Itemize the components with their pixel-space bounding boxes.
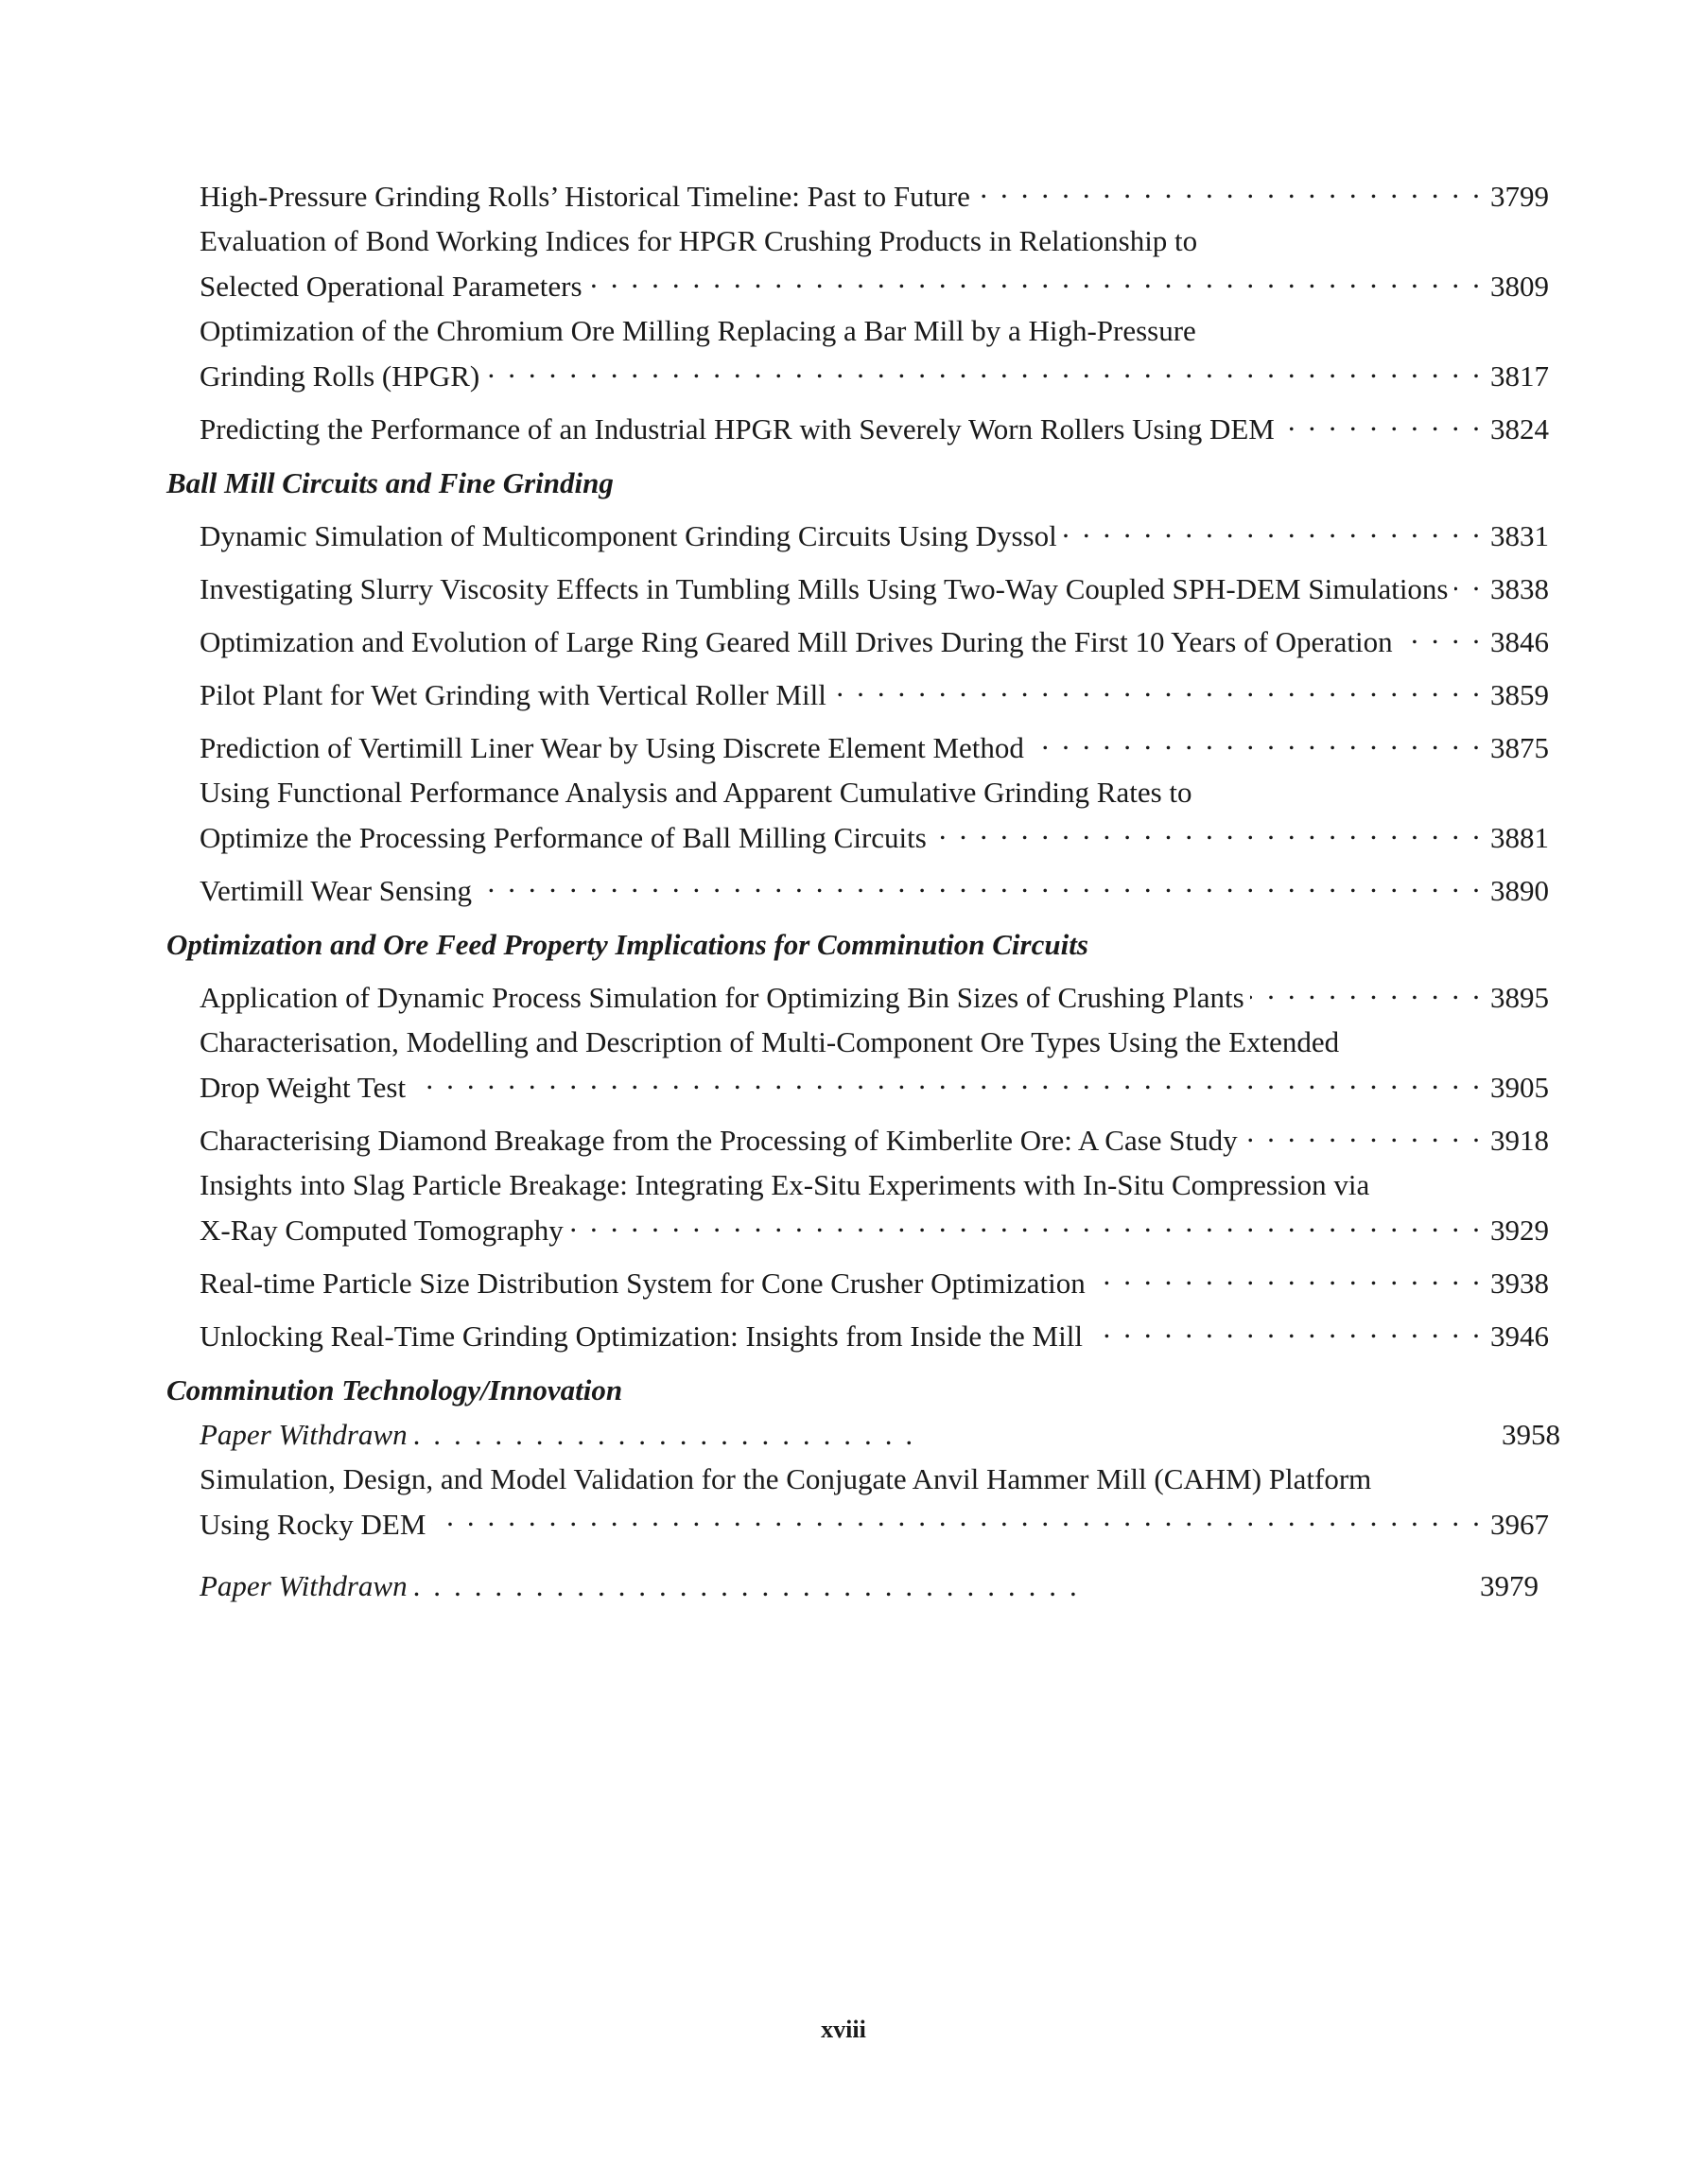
toc-entry-line <box>200 721 1549 766</box>
toc-entry-line <box>200 1416 1560 1453</box>
toc-entry-title: Optimize the Processing Performance of Ball Milling Circuits <box>200 821 927 854</box>
toc-page-number: 3799 <box>1490 180 1549 213</box>
toc-entry-title: X-Ray Computed Tomography <box>200 1214 564 1247</box>
table-of-contents <box>166 169 1560 1612</box>
toc-entry[interactable] <box>200 721 1549 766</box>
toc-entry-title-line: Optimization of the Chromium Ore Milling Replacing a Bar Mill by a High-Pressure <box>200 314 1196 347</box>
toc-entry[interactable] <box>200 562 1549 607</box>
toc-entry[interactable] <box>200 1023 1549 1106</box>
toc-page-number: 3890 <box>1490 874 1549 907</box>
toc-page-number: 3817 <box>1490 359 1549 393</box>
toc-entry-title-line: Simulation, Design, and Model Validation for the Conjugate Anvil Hammer Mill (CAHM) Platform <box>200 1462 1372 1495</box>
leader-dots <box>1280 402 1483 439</box>
toc-page-number: 3929 <box>1490 1214 1549 1247</box>
leader-dots <box>1063 509 1483 546</box>
toc-entry[interactable] <box>200 668 1549 713</box>
toc-entry-title: Application of Dynamic Process Simulation for Optimizing Bin Sizes of Crushing Plants <box>200 981 1244 1014</box>
toc-page-number: 3881 <box>1490 821 1549 854</box>
toc-entry[interactable] <box>200 1460 1549 1543</box>
toc-entry-title: Optimization and Evolution of Large Ring Geared Mill Drives During the First 10 Years of Operation <box>200 625 1393 658</box>
toc-page-number: 3831 <box>1490 519 1549 552</box>
toc-entry-line <box>200 811 1549 856</box>
toc-page-number: 3905 <box>1490 1071 1549 1104</box>
leader-dots <box>588 259 1483 296</box>
toc-entry-title: Characterising Diamond Breakage from the Processing of Kimberlite Ore: A Case Study <box>200 1124 1238 1157</box>
toc-entry-line <box>200 668 1549 713</box>
toc-entry-line <box>200 259 1549 305</box>
toc-entry-line <box>200 1309 1549 1354</box>
toc-entry-line <box>200 1113 1549 1159</box>
leader-dots <box>1091 1256 1483 1293</box>
toc-entry[interactable] <box>200 169 1549 215</box>
toc-entry-title-line: Evaluation of Bond Working Indices for HPGR Crushing Products in Relationship to <box>200 224 1198 257</box>
leader-dots <box>1030 721 1483 758</box>
toc-page-number: 3895 <box>1490 981 1549 1014</box>
toc-entry[interactable] <box>200 1309 1549 1354</box>
toc-entry-title: Real-time Particle Size Distribution System for Cone Crusher Optimization <box>200 1267 1086 1300</box>
toc-entry[interactable] <box>200 615 1549 660</box>
toc-entry-line <box>200 1203 1549 1249</box>
toc-entry-title: High-Pressure Grinding Rolls’ Historical Timeline: Past to Future <box>200 180 970 213</box>
toc-entry-title: Dynamic Simulation of Multicomponent Grinding Circuits Using Dyssol <box>200 519 1057 552</box>
toc-entry-line <box>200 970 1549 1016</box>
toc-page-number: 3938 <box>1490 1267 1549 1300</box>
toc-entry[interactable] <box>200 864 1549 909</box>
leader-dots <box>1244 1113 1483 1150</box>
toc-entry-line <box>200 402 1549 447</box>
toc-entry[interactable] <box>200 1567 1549 1604</box>
toc-page-number: 3838 <box>1490 572 1549 605</box>
leader-dots: . . . . . . . . . . . . . . . . . . . . . . . . . <box>412 1418 916 1451</box>
toc-page-number: 3958 <box>1502 1418 1560 1451</box>
toc-entry-title: Selected Operational Parameters <box>200 270 583 303</box>
toc-page-number: 3809 <box>1490 270 1549 303</box>
toc-entry[interactable] <box>200 774 1549 856</box>
section-heading: Ball Mill Circuits and Fine Grinding <box>166 466 614 499</box>
toc-entry[interactable] <box>200 1416 1560 1453</box>
leader-dots <box>1399 615 1483 652</box>
toc-entry-line <box>200 864 1549 909</box>
toc-entry-line <box>200 1060 1549 1106</box>
leader-dots <box>431 1497 1483 1534</box>
leader-dots <box>1250 970 1483 1007</box>
leader-dots <box>832 668 1483 705</box>
leader-dots <box>569 1203 1483 1240</box>
page-number: xviii <box>821 2016 866 2043</box>
toc-entry-line <box>200 1497 1549 1543</box>
toc-entry-line <box>200 615 1549 660</box>
section-heading: Comminution Technology/Innovation <box>166 1373 623 1406</box>
toc-entry-title: Prediction of Vertimill Liner Wear by Using Discrete Element Method <box>200 731 1024 764</box>
toc-entry-title: Using Rocky DEM <box>200 1508 426 1541</box>
toc-page-number: 3946 <box>1490 1319 1549 1353</box>
toc-entry-title-line: Using Functional Performance Analysis and Apparent Cumulative Grinding Rates to <box>200 776 1192 809</box>
toc-entry-line <box>200 1256 1549 1302</box>
toc-entry[interactable] <box>200 222 1549 305</box>
toc-entry-title-line: Insights into Slag Particle Breakage: Integrating Ex-Situ Experiments with In-Situ Compression via <box>200 1168 1370 1201</box>
toc-entry[interactable] <box>200 1166 1549 1249</box>
toc-entry-title: Unlocking Real-Time Grinding Optimization: Insights from Inside the Mill <box>200 1319 1083 1353</box>
toc-entry-title: Predicting the Performance of an Industrial HPGR with Severely Worn Rollers Using DEM <box>200 412 1275 446</box>
toc-entry-title: Paper Withdrawn <box>200 1418 408 1451</box>
toc-entry-title: Investigating Slurry Viscosity Effects in Tumbling Mills Using Two-Way Coupled SPH-DEM Simulations <box>200 572 1449 605</box>
toc-entry-line <box>200 169 1549 215</box>
leader-dots <box>1454 562 1484 599</box>
toc-page-number: 3979 <box>1480 1569 1539 1602</box>
toc-entry-line <box>200 509 1549 554</box>
toc-page-number: 3846 <box>1490 625 1549 658</box>
leader-dots <box>485 349 1483 386</box>
leader-dots <box>932 811 1483 847</box>
toc-entry[interactable] <box>200 312 1549 394</box>
toc-entry-title: Pilot Plant for Wet Grinding with Vertical Roller Mill <box>200 678 826 711</box>
toc-entry[interactable] <box>200 970 1549 1016</box>
toc-entry[interactable] <box>200 402 1549 447</box>
toc-page-number: 3967 <box>1490 1508 1549 1541</box>
leader-dots <box>411 1060 1483 1097</box>
toc-entry-title: Paper Withdrawn <box>200 1569 408 1602</box>
toc-page-number: 3859 <box>1490 678 1549 711</box>
toc-entry-line <box>200 349 1549 394</box>
leader-dots <box>976 169 1483 206</box>
toc-entry-title: Grinding Rolls (HPGR) <box>200 359 480 393</box>
toc-entry-title: Vertimill Wear Sensing <box>200 874 472 907</box>
toc-entry-line <box>200 562 1549 607</box>
toc-page-number: 3918 <box>1490 1124 1549 1157</box>
leader-dots <box>478 864 1483 900</box>
toc-entry[interactable] <box>200 509 1549 554</box>
toc-entry-title: Drop Weight Test <box>200 1071 407 1104</box>
toc-entry[interactable] <box>200 1113 1549 1159</box>
toc-entry-title-line: Characterisation, Modelling and Description of Multi-Component Ore Types Using the Extended <box>200 1025 1340 1058</box>
leader-dots <box>1088 1309 1483 1346</box>
section-heading: Optimization and Ore Feed Property Implications for Comminution Circuits <box>166 928 1088 961</box>
leader-dots: . . . . . . . . . . . . . . . . . . . . . . . . . . . . . . . . . <box>412 1569 1080 1602</box>
toc-entry-line <box>200 1567 1549 1604</box>
toc-page-number: 3875 <box>1490 731 1549 764</box>
toc-entry[interactable] <box>200 1256 1549 1302</box>
toc-page-number: 3824 <box>1490 412 1549 446</box>
